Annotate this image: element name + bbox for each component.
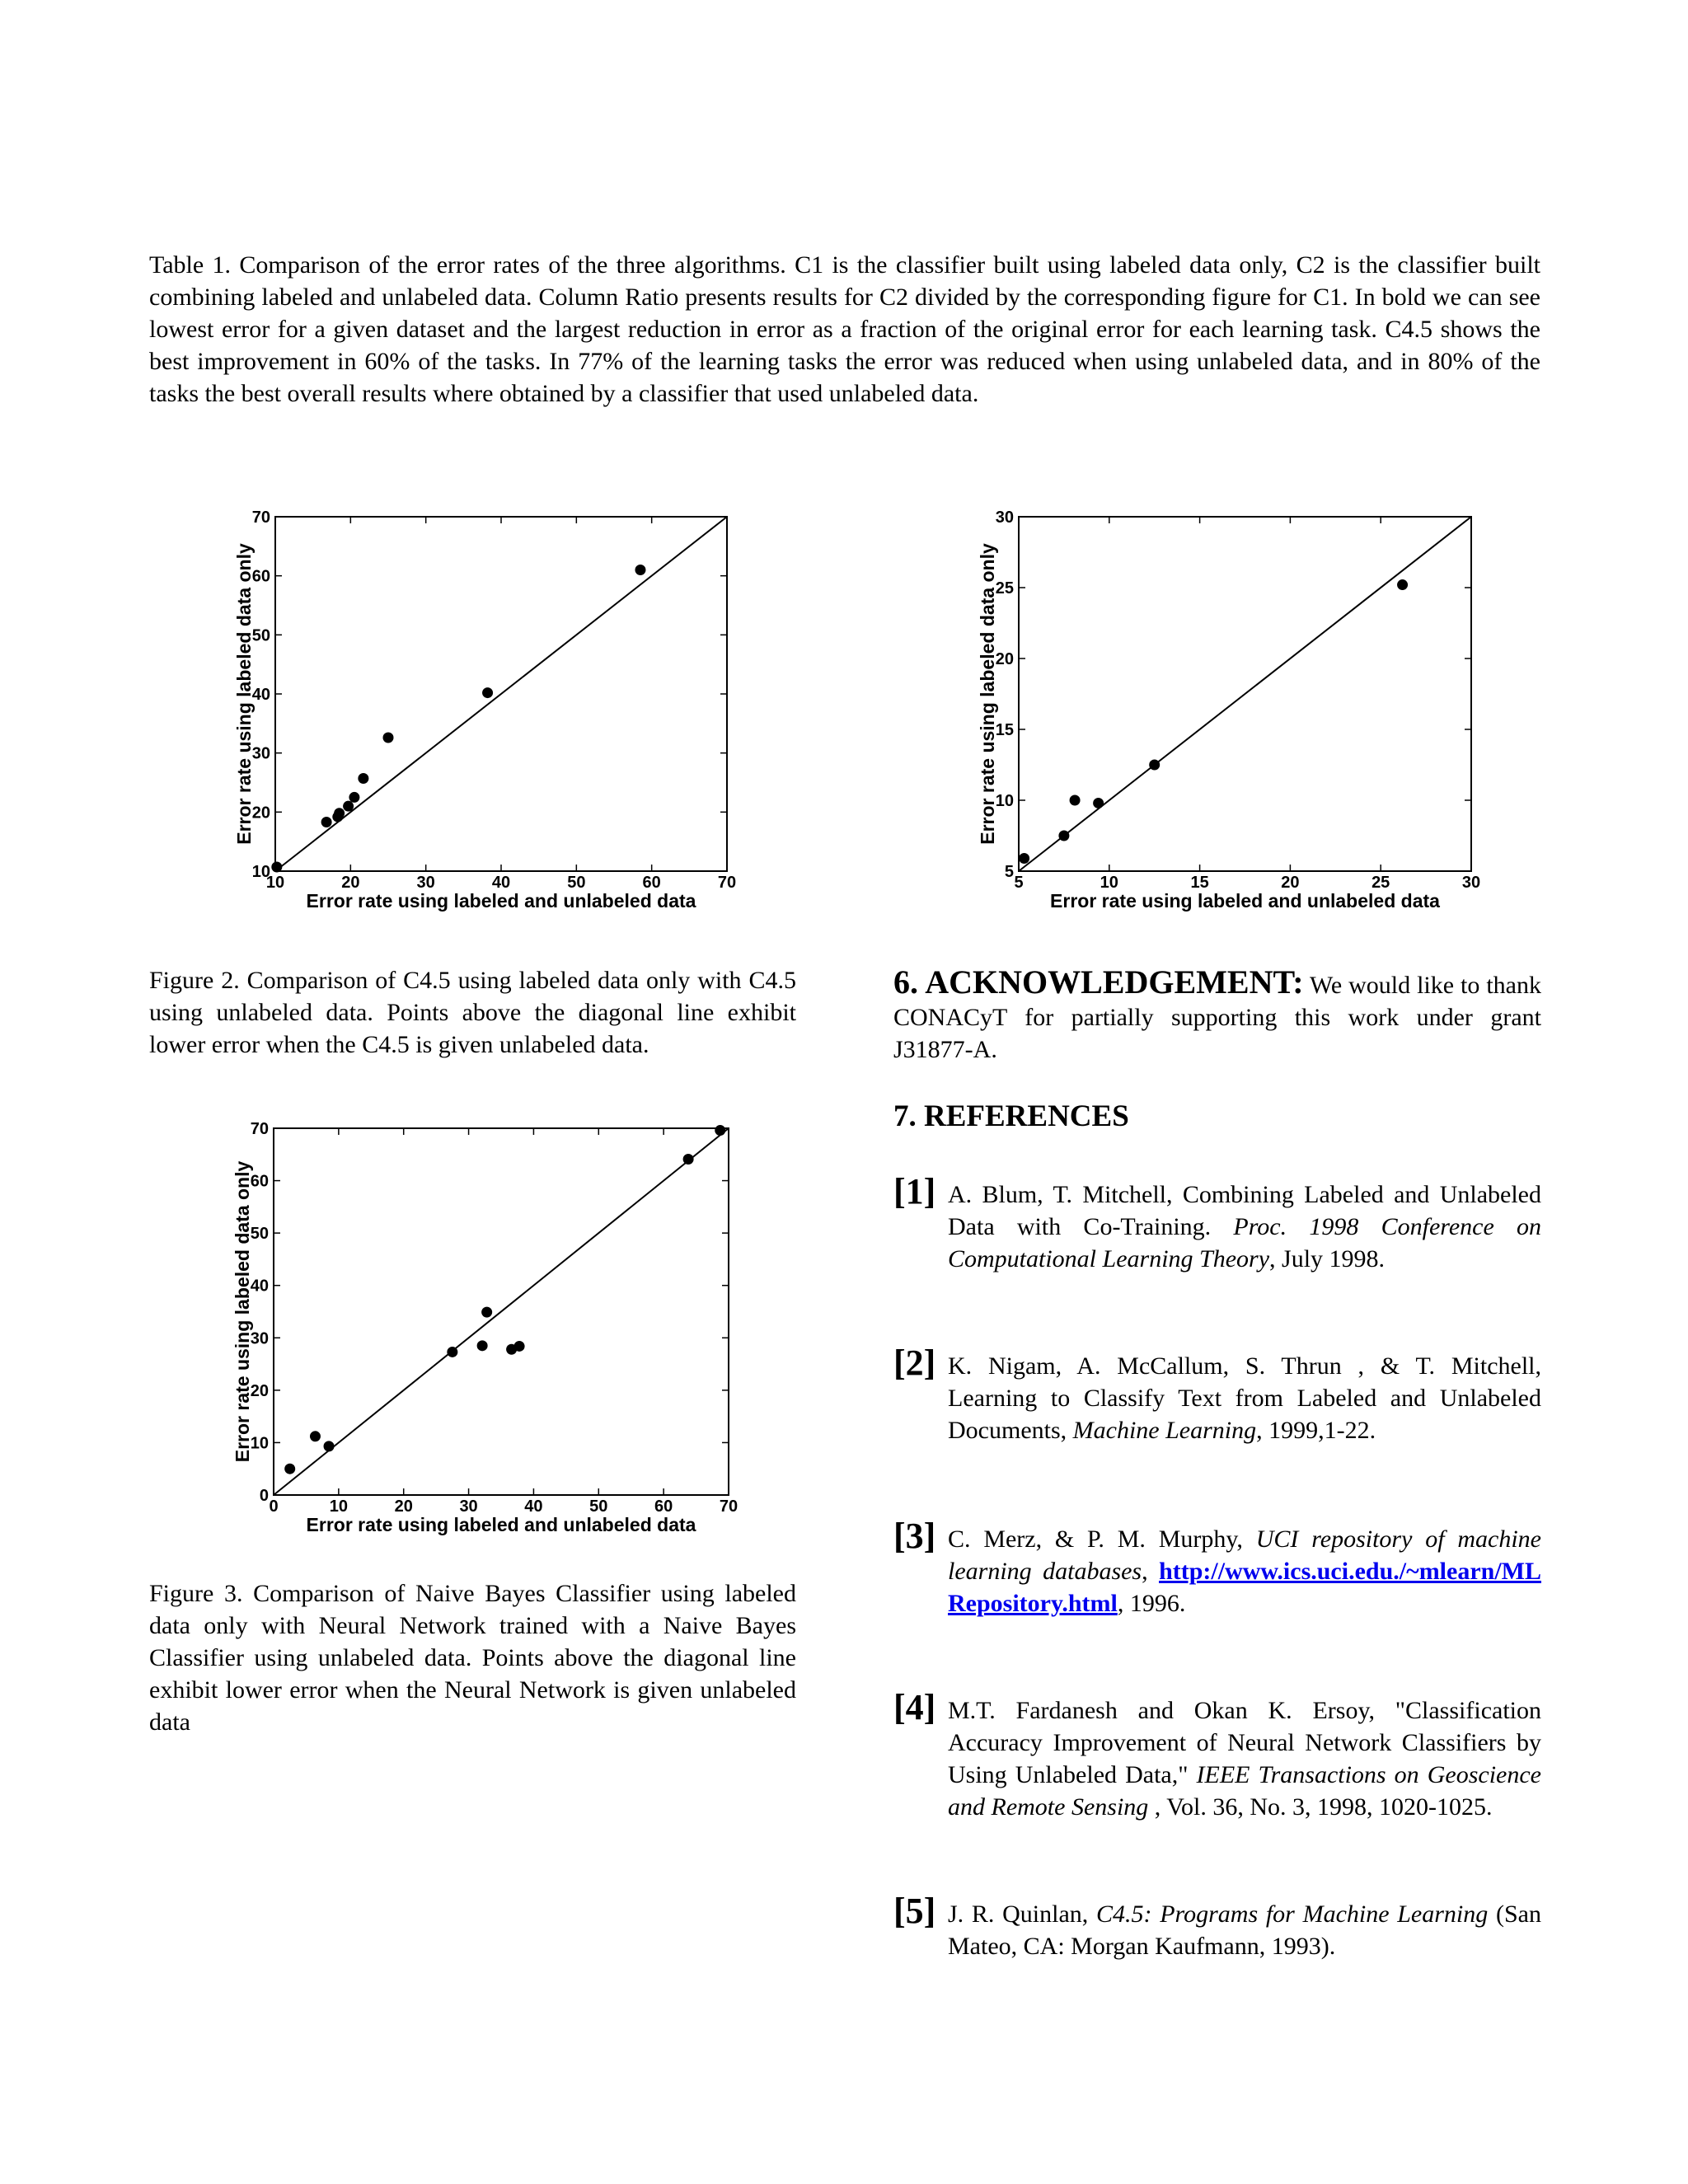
data-point [1397,579,1408,590]
y-tick-label: 5 [1004,863,1014,881]
x-tick-label: 10 [1100,874,1118,892]
data-point [477,1340,488,1351]
reference-number: [1] [893,1171,936,1212]
y-tick-label: 10 [250,1434,269,1453]
right-scatter-plot [977,509,1481,912]
reference-2: [2] K. Nigam, A. McCallum, S. Thrun , & T. Mitchell, Learning to Classify Text from Labeled and Unlabeled Documents, Machine Learning, 1999,1-22. [893,1343,1541,1444]
diagonal-line [274,1128,729,1495]
figure-2-caption: Figure 2. Comparison of C4.5 using labeled data only with C4.5 using unlabeled data. Points above the diagonal line exhibit lower error when the C4.5 is given unlabeled data. [149,967,796,1058]
reference-number: [3] [893,1516,936,1556]
y-tick-label: 60 [250,1172,269,1191]
data-point [514,1341,525,1352]
scatter-plot-svg [233,509,737,912]
y-tick-label: 15 [995,721,1014,739]
data-point [683,1154,694,1165]
x-tick-label: 20 [1281,874,1300,892]
figure-3-caption: Figure 3. Comparison of Naive Bayes Classifier using labeled data only with Neural Network trained with a Naive Bayes Classifier using unlabeled data. Points above the diagonal line exhibit lower error when the Neural Network is given unlabeled data [149,1580,796,1736]
data-point [635,565,645,575]
x-tick-label: 70 [719,1497,738,1516]
x-axis-label: Error rate using labeled and unlabeled data [306,890,696,912]
data-point [324,1441,335,1451]
x-tick-label: 30 [416,874,435,892]
x-tick-label: 20 [341,874,360,892]
x-tick-label: 20 [394,1497,413,1516]
data-point [310,1431,321,1441]
y-tick-label: 20 [995,650,1014,668]
reference-5: [5] J. R. Quinlan, C4.5: Programs for Machine Learning (San Mateo, CA: Morgan Kaufmann, 1993). [893,1891,1541,1960]
y-tick-label: 0 [259,1487,269,1505]
x-tick-label: 0 [269,1497,279,1516]
reference-3: [3] C. Merz, & P. M. Murphy, UCI repository of machine learning databases, http://www.ics.uci.edu./~mlearn/MLRepository.html, 1996. [893,1516,1541,1617]
data-point [481,1307,492,1318]
data-point [1149,760,1160,771]
x-tick-label: 60 [642,874,661,892]
reference-4: [4] M.T. Fardanesh and Okan K. Ersoy, "Classification Accuracy Improvement of Neural Network Classifiers by Using Unlabeled Data," IEEE Transactions on Geoscience and Remote Sensing , Vol. 36, No. 3, 1998, 1020-1025. [893,1687,1541,1821]
y-tick-label: 50 [250,1225,269,1244]
scatter-plot-svg [232,1120,738,1535]
acknowledgement-section [893,963,1541,1066]
data-point [447,1347,457,1357]
y-tick-label: 20 [250,1381,269,1400]
x-tick-label: 25 [1372,874,1390,892]
y-tick-label: 40 [250,1277,269,1296]
x-tick-label: 30 [1461,874,1481,892]
x-tick-label: 70 [717,874,737,892]
data-point [334,808,345,818]
reference-number: [2] [893,1343,936,1383]
x-tick-label: 60 [654,1497,673,1516]
y-tick-label: 10 [995,792,1014,810]
x-tick-label: 40 [491,874,511,892]
diagonal-line [275,517,727,871]
y-tick-label: 70 [250,1120,269,1138]
reference-number: [4] [893,1687,936,1727]
y-tick-label: 40 [251,686,270,704]
acknowledgement-heading: 6. ACKNOWLEDGEMENT: [893,963,1304,1001]
figure-2-plot [233,509,737,912]
y-axis-label: Error rate using labeled data only [232,1160,254,1463]
table-1-caption: Table 1. Comparison of the error rates of the three algorithms. C1 is the classifier built using labeled data only, C2 is the classifier built combining labeled and unlabeled data. Column Ratio presents results for C2 divided by the corresponding figure for C1. In bold we can see lowest error for a given dataset and the largest reduction in error as a fraction of the original error for each learning task. C4.5 shows the best improvement in 60% of the tasks. In 77% of the learning tasks the error was reduced when using unlabeled data, and in 80% of the tasks the best overall results where obtained by a classifier that used unlabeled data. [149,251,1540,407]
y-tick-label: 30 [251,744,270,763]
x-axis-label: Error rate using labeled and unlabeled data [1050,890,1440,912]
y-axis-label: Error rate using labeled data only [233,543,256,845]
data-point [321,817,332,827]
x-tick-label: 50 [589,1497,608,1516]
x-tick-label: 50 [567,874,586,892]
reference-1: [1] A. Blum, T. Mitchell, Combining Labeled and Unlabeled Data with Co-Training. Proc. 1998 Conference on Computational Learning Theory, July 1998. [893,1171,1541,1272]
data-point [383,733,394,743]
data-point [1093,798,1104,808]
x-axis-label: Error rate using labeled and unlabeled data [306,1514,696,1535]
uci-repository-link[interactable]: http://www.ics.uci.edu./~mlearn/MLRepository.html [948,1558,1541,1617]
y-axis-label: Error rate using labeled data only [977,543,999,845]
reference-number: [5] [893,1891,936,1931]
diagonal-line [1019,517,1471,871]
x-tick-label: 30 [459,1497,478,1516]
data-point [1070,795,1081,806]
data-point [284,1464,295,1474]
x-tick-label: 15 [1190,874,1209,892]
scatter-plot-svg [977,509,1481,912]
x-tick-label: 10 [265,874,285,892]
figure-3-plot [232,1120,738,1535]
y-tick-label: 30 [995,509,1014,527]
y-tick-label: 20 [251,804,270,823]
x-tick-label: 10 [329,1497,348,1516]
references-heading: 7. REFERENCES [893,1099,1129,1133]
y-tick-label: 70 [251,509,270,527]
data-point [358,773,368,784]
data-point [271,861,282,872]
data-point [343,801,354,812]
data-point [349,792,359,803]
y-tick-label: 10 [251,863,270,881]
y-tick-label: 30 [250,1329,269,1348]
y-tick-label: 50 [251,626,270,645]
data-point [715,1125,725,1136]
data-point [482,687,493,698]
x-tick-label: 5 [1014,874,1024,892]
data-point [1058,831,1069,841]
data-point [1019,853,1029,864]
x-tick-label: 40 [524,1497,543,1516]
acknowledgement-text: We would like to thank CONACyT for partially supporting this work under grant J31877-A. [893,972,1541,1063]
y-tick-label: 60 [251,567,270,586]
y-tick-label: 25 [995,579,1014,598]
